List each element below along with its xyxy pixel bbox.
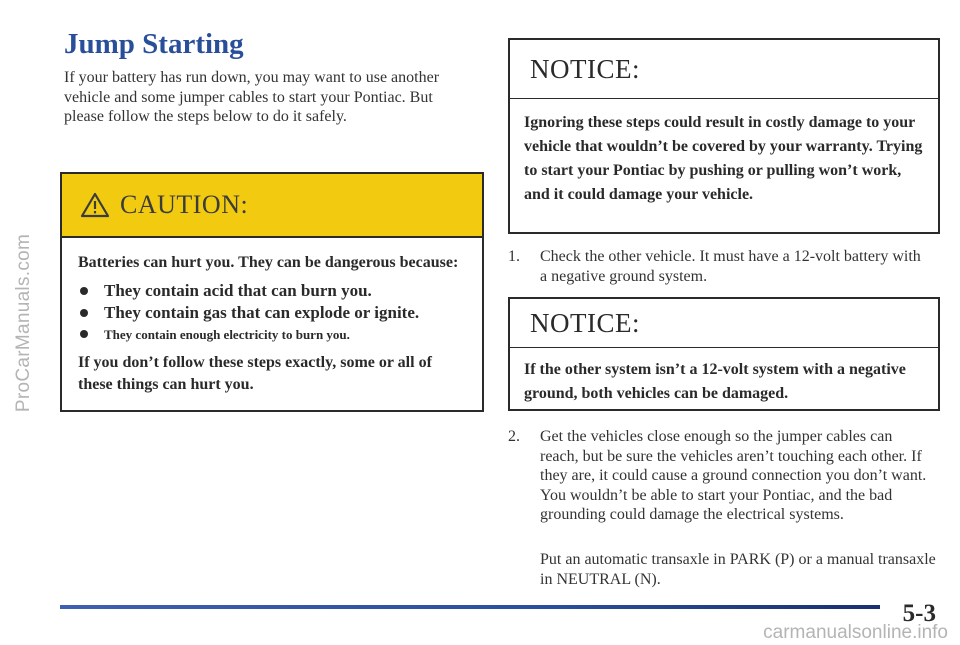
notice-box-ground <box>508 297 940 411</box>
step-2-extra: Put an automatic transaxle in PARK (P) or a manual transaxle in NEUTRAL (N). <box>540 551 936 588</box>
notice-title: NOTICE: <box>510 40 938 99</box>
footer-watermark: carmanualsonline.info <box>763 622 948 643</box>
watermark-text: ProCarManuals.com <box>13 233 34 412</box>
footer-rule <box>60 605 880 609</box>
page-number: 5-3 <box>902 600 936 627</box>
intro-paragraph: If your battery has run down, you may want to use another vehicle and some jumper cables to start your Pontiac. But please follow the steps below to do it safely. <box>64 69 440 125</box>
caution-body <box>62 238 482 396</box>
caution-lead: Batteries can hurt you. They can be dangerous because: <box>78 254 459 271</box>
caution-header <box>62 174 482 238</box>
notice-body: Ignoring these steps could result in costly damage to your vehicle that wouldn’t be covered by your warranty. Trying to start your Pontiac by pushing or pulling won’t work, and it could damage your vehicle. <box>524 114 923 203</box>
caution-closing: If you don’t follow these steps exactly, some or all of these things can hurt you. <box>78 354 432 393</box>
page-title: Jump Starting <box>64 28 244 60</box>
warning-triangle-icon <box>80 192 110 218</box>
caution-title: CAUTION: <box>120 190 249 219</box>
step-text: Check the other vehicle. It must have a 12-volt battery with a negative ground system. <box>540 248 921 285</box>
notice-box-warranty <box>508 38 940 234</box>
step-2 <box>508 427 928 525</box>
step-number: 2. <box>508 428 520 445</box>
caution-bullet: They contain acid that can burn you. <box>78 280 466 302</box>
step-text: Get the vehicles close enough so the jumper cables can reach, but be sure the vehicles aren’t touching each other. If they are, it could cause a ground connection you don’t want. You wouldn’t be able to start your Pontiac, and the bad grounding could damage the electrical systems. <box>540 428 927 523</box>
caution-list <box>78 280 466 346</box>
step-1 <box>508 247 928 286</box>
notice-body: If the other system isn’t a 12-volt system with a negative ground, both vehicles can be damaged. <box>524 361 906 402</box>
step-number: 1. <box>508 248 520 265</box>
caution-box <box>60 172 484 412</box>
caution-bullet: They contain enough electricity to burn you. <box>78 324 466 346</box>
side-watermark <box>4 0 44 645</box>
notice-title: NOTICE: <box>510 299 938 348</box>
caution-bullet: They contain gas that can explode or ignite. <box>78 302 466 324</box>
